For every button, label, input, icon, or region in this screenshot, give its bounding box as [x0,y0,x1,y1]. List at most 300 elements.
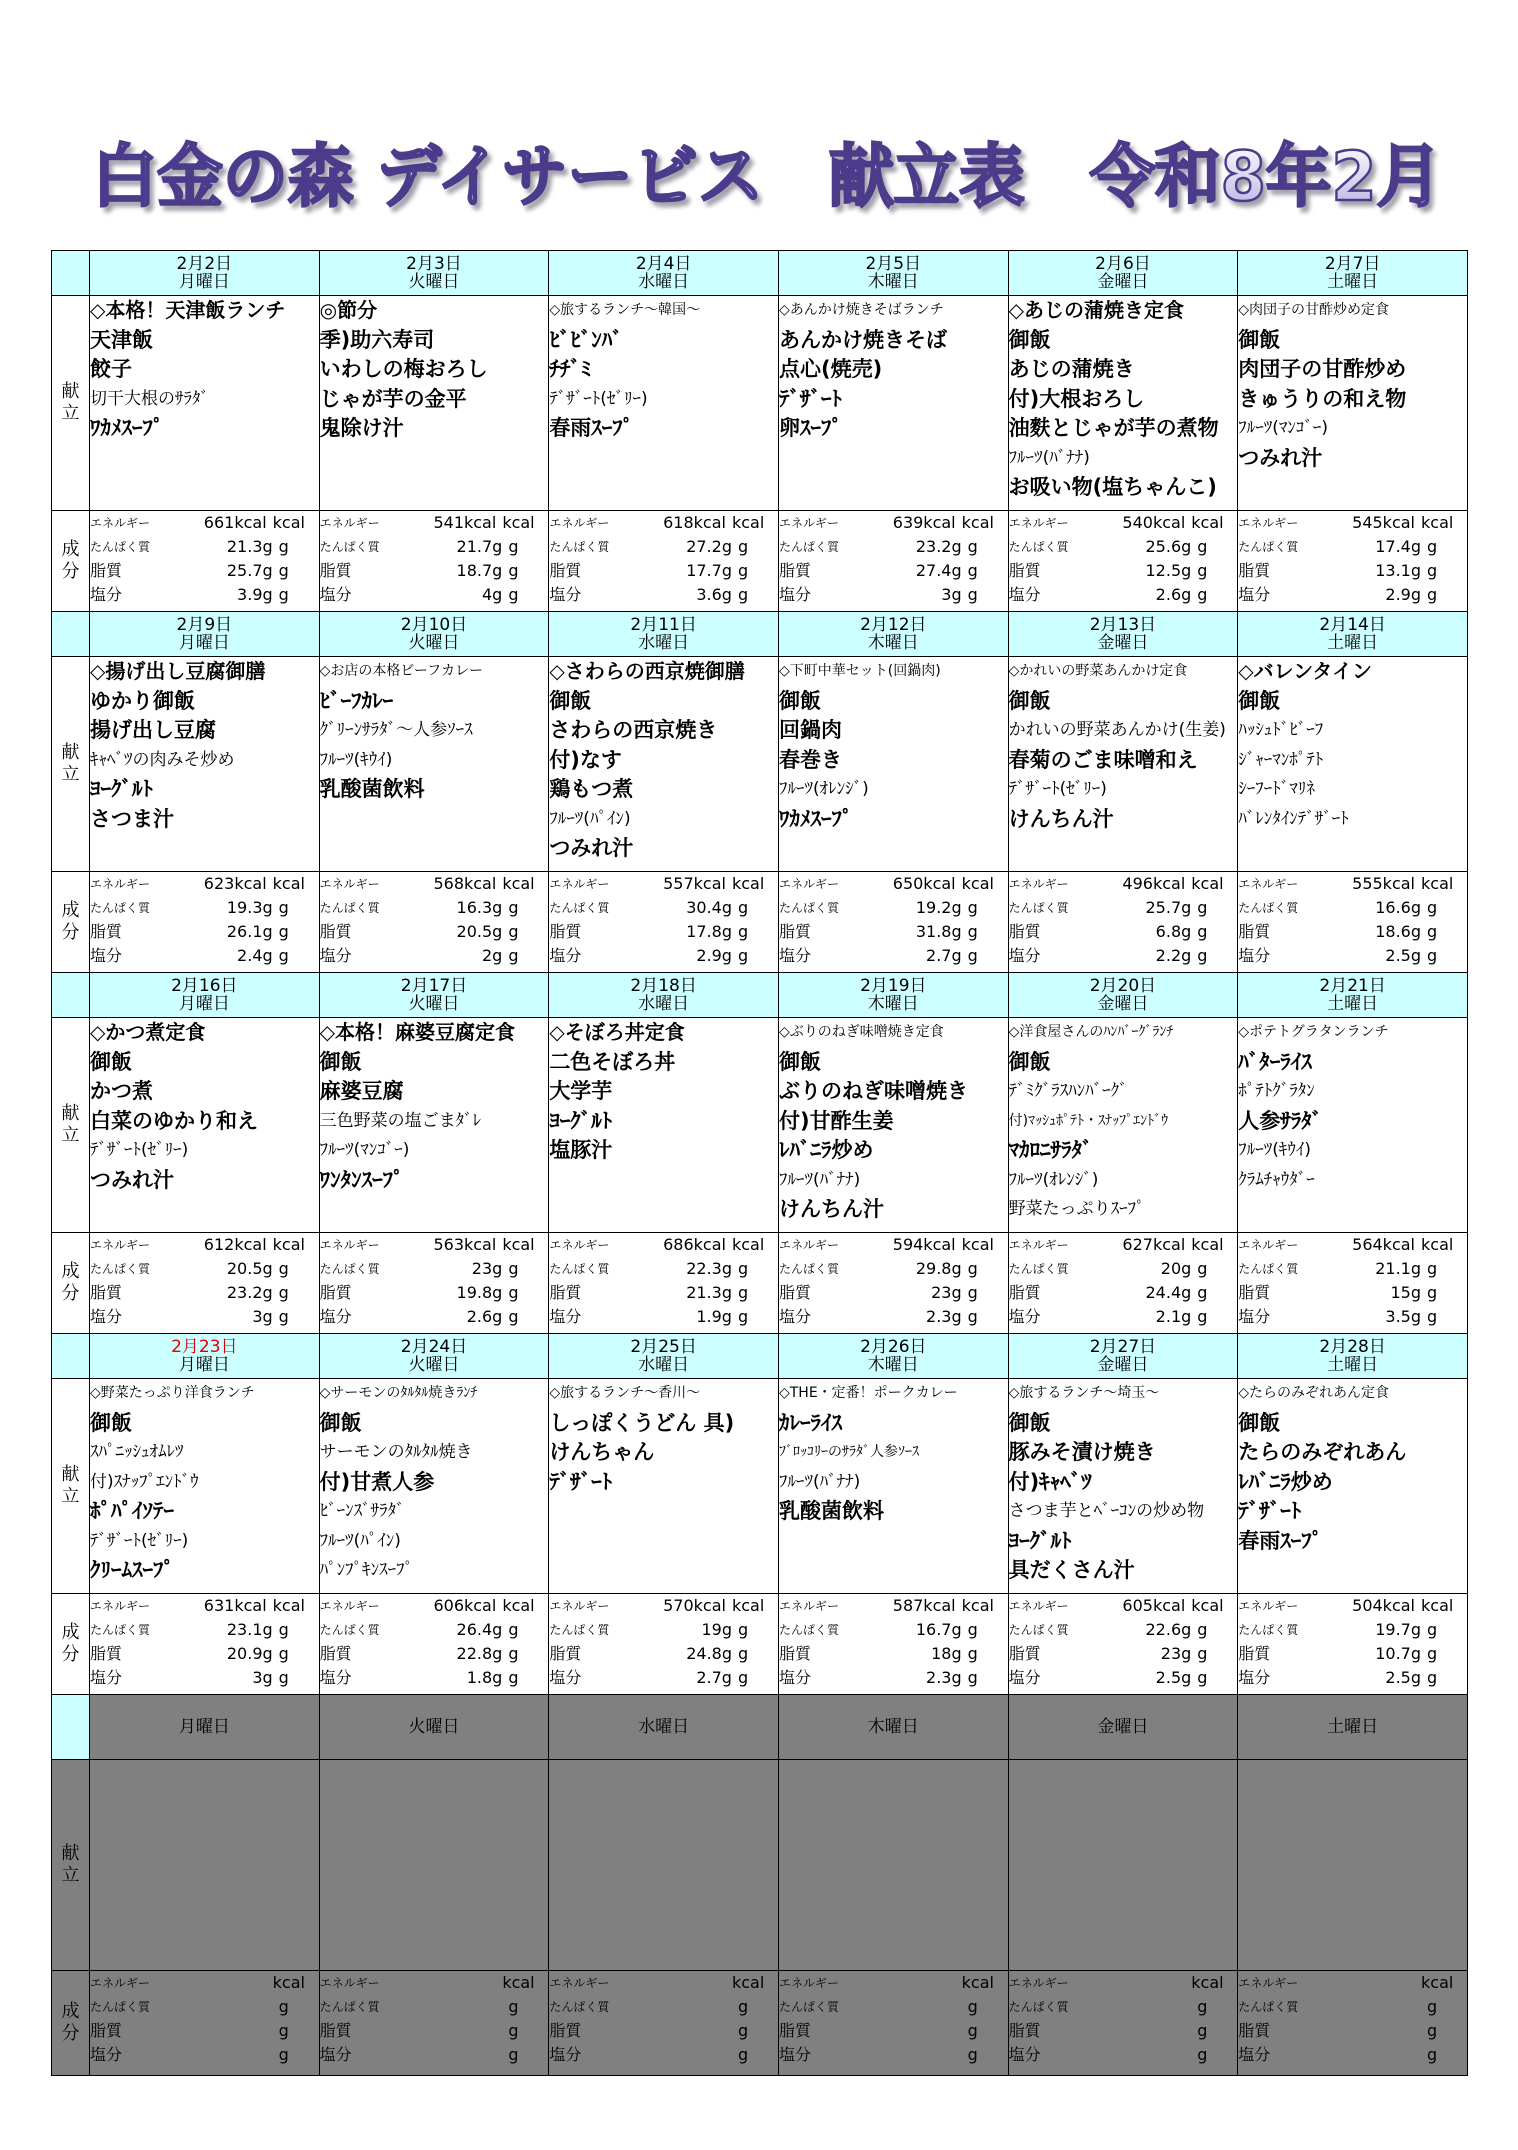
nutrition-salt [779,583,1008,607]
menu-item: 揚げ出し豆腐 [90,718,216,742]
menu-item: ﾎﾟﾊﾟｲｿﾃｰ [90,1499,174,1523]
nutrition-value [839,1971,962,1995]
nutrition-label: 脂質 [778,1283,811,1302]
day-date: 2月7日 [1324,254,1381,274]
nutrition-unit: g [737,1668,749,1687]
nutrition-value: 13.1g [1375,561,1421,580]
nutrition-unit: g [1427,1283,1438,1302]
nutrition-energy [320,872,549,896]
nutrition-fat [1009,559,1238,583]
menu-item: ﾃﾞﾐｸﾞﾗｽﾊﾝﾊﾞｰｸﾞ [1008,1081,1128,1101]
day-header [319,251,549,296]
nutrition-fat [90,1642,319,1666]
nutrition-value: 20.9g [226,1644,273,1663]
nutrition-unit: g [1427,2045,1438,2064]
menu-item: 御飯 [1008,327,1051,352]
nutrition-fat [320,559,549,583]
day-date: 2月25日 [630,1337,697,1357]
nutrition-unit: kcal [502,1973,535,1992]
nutrition-fat [779,2019,1008,2043]
nutrition-unit: g [278,2045,289,2064]
nutrition-value: 12.5g [1145,561,1192,580]
row-label-char: 立 [61,1865,80,1886]
day-date: 2月5日 [865,254,922,274]
nutrition-label: 脂質 [1238,1283,1271,1302]
nutrition-fat [90,920,319,944]
nutrition-protein [1009,1618,1238,1642]
day-header [1008,612,1238,657]
nutrition-value: 20.5g [226,1259,273,1278]
day-date: 2月23日 [171,1337,238,1357]
day-header [549,973,779,1018]
nutrition-cell [90,1971,320,2076]
nutrition-protein [90,896,319,920]
nutrition-label: エネルギー [319,877,380,891]
nutrition-value: 23.2g [915,537,962,556]
nutrition-label: 塩分 [778,1307,811,1326]
menu-item: 付)大根おろし [1008,386,1145,411]
nutrition-value [609,1995,738,2019]
nutrition-cell [549,1971,779,2076]
nutrition-label: たんぱく質 [90,901,151,915]
menu-item: つみれ汁 [90,1167,174,1192]
day-date: 2月17日 [400,976,468,996]
nutrition-label: 脂質 [319,2021,352,2040]
nutrition-fat [1009,1642,1238,1666]
row-label-char: 献 [61,742,80,763]
nutrition-protein [320,1257,549,1281]
row-label-char: 分 [61,1283,80,1304]
nutrition-value [1069,1971,1192,1995]
nutrition-fat [320,2019,549,2043]
nutrition-value: 16.6g [1375,898,1421,917]
nutrition-unit: g [737,1259,749,1278]
nutrition-label: たんぱく質 [549,901,610,915]
day-of-week: 木曜日 [867,272,919,292]
row-label-char: 立 [61,403,80,424]
nutrition-cell [778,1594,1008,1695]
day-of-week: 水曜日 [638,272,690,292]
menu-cell [90,1760,320,1971]
nutrition-salt [1009,583,1238,607]
nutrition-energy [90,1594,319,1618]
nutrition-label: 脂質 [319,922,352,941]
nutrition-unit: kcal [731,874,765,893]
menu-item: さつま芋とﾍﾞｰｺﾝの炒め物 [1008,1501,1205,1521]
day-of-week: 水曜日 [638,1717,690,1737]
menu-item: 御飯 [778,1049,821,1074]
nutrition-unit: kcal [272,1973,305,1992]
menu-cell [319,657,549,872]
nutrition-unit: g [1427,1644,1438,1663]
nutrition-protein [1238,535,1467,559]
menu-cell [319,1018,549,1233]
nutrition-unit: g [508,946,519,965]
nutrition-value: 17.4g [1375,537,1421,556]
nutrition-cell [549,1233,779,1334]
day-date: 2月28日 [1319,1337,1386,1357]
day-of-week: 月曜日 [178,272,230,292]
menu-item: けんちゃん [549,1440,655,1464]
menu-cell [549,1379,779,1594]
nutrition-salt [1238,1305,1467,1329]
menu-title: ◇さわらの西京焼御膳 [549,659,745,683]
nutrition-protein [1238,1618,1467,1642]
day-date: 2月6日 [1095,254,1151,274]
nutrition-fat [779,559,1008,583]
nutrition-value: 27.4g [915,561,962,580]
nutrition-salt [779,944,1008,968]
nutrition-label: 脂質 [1008,922,1041,941]
nutrition-label: 塩分 [1008,2045,1041,2064]
nutrition-unit: g [278,1644,289,1663]
nutrition-label: 脂質 [549,2021,582,2040]
nutrition-value [1270,2019,1427,2043]
day-of-week: 火曜日 [408,1355,460,1375]
menu-item: ﾜｶﾒｽｰﾌﾟ [90,416,164,440]
nutrition-fat [549,920,778,944]
week-header-row [52,612,1468,657]
nutrition-value: 18.7g [456,561,503,580]
nutrition-protein [1238,1995,1467,2019]
nutrition-cell [1008,1971,1238,2076]
nutrition-salt [1009,1666,1238,1690]
nutrition-label: たんぱく質 [549,2000,610,2014]
menu-item: かつ煮 [90,1079,153,1103]
nutrition-value [609,1971,732,1995]
day-date: 2月3日 [406,254,462,274]
nutrition-unit: g [508,1997,519,2016]
nutrition-protein [779,1257,1008,1281]
menu-item: 御飯 [319,1049,362,1074]
nutrition-label: 脂質 [1238,2021,1271,2040]
day-date: 2月24日 [400,1337,468,1357]
menu-item: 豚みそ漬け焼き [1008,1440,1156,1464]
menu-item: きゅうりの和え物 [1238,386,1407,411]
nutrition-unit: g [278,2021,289,2040]
nutrition-label: エネルギー [549,1238,610,1252]
menu-item: 御飯 [1238,688,1281,713]
nutrition-salt [320,2043,549,2067]
nutrition-value [581,2043,738,2067]
menu-title: ◇本格！天津飯ランチ [90,298,286,322]
day-date: 2月16日 [171,976,238,996]
nutrition-unit: g [1427,1620,1438,1639]
nutrition-salt [549,1666,778,1690]
nutrition-label: たんぱく質 [549,1262,610,1276]
nutrition-fat [779,1642,1008,1666]
nutrition-value: 541kcal [433,513,497,532]
nutrition-label: たんぱく質 [1238,540,1299,554]
nutrition-label: エネルギー [1238,1976,1299,1990]
nutrition-label: エネルギー [1008,516,1069,530]
nutrition-label: エネルギー [90,1238,151,1252]
nutrition-unit: g [1197,1259,1208,1278]
nutrition-cell [90,1594,320,1695]
day-date: 2月21日 [1319,976,1386,996]
nutrition-value: 545kcal [1352,513,1415,532]
nutrition-unit: g [508,537,519,556]
menu-item: ﾊﾟﾝﾌﾟｷﾝｽｰﾌﾟ [319,1560,414,1580]
nutrition-label: エネルギー [778,1599,839,1613]
nutrition-salt [549,1305,778,1329]
row-label-char: 分 [61,2023,80,2044]
menu-cell [90,657,320,872]
menu-cell [1008,1760,1238,1971]
menu-item: 御飯 [549,688,592,713]
menu-item: ｸﾘｰﾑｽｰﾌﾟ [90,1558,174,1582]
nutrition-unit: kcal [731,1235,765,1254]
nutrition-value: 570kcal [663,1596,726,1615]
nutrition-cell [1238,1233,1468,1334]
nutrition-unit: kcal [272,874,305,893]
nutrition-unit: g [1427,922,1438,941]
nutrition-value: 540kcal [1122,513,1186,532]
blank-week-header-row [52,1695,1468,1760]
menu-title: ◇下町中華セット(回鍋肉) [778,663,941,679]
menu-item: 御飯 [778,688,821,713]
nutrition-label: エネルギー [778,877,839,891]
menu-row [52,296,1468,511]
nutrition-unit: kcal [731,513,765,532]
nutrition-value: 2.2g [1155,946,1192,965]
nutrition-row [52,1594,1468,1695]
day-of-week: 金曜日 [1097,1717,1149,1737]
menu-item: ﾃﾞｻﾞｰﾄ(ｾﾞﾘｰ) [90,1140,189,1160]
nutrition-value: 1.9g [696,1307,732,1326]
nutrition-row-label [52,1594,90,1695]
nutrition-value: 4g [481,585,503,604]
nutrition-salt [320,944,549,968]
menu-item: ﾚﾊﾞﾆﾗ炒め [778,1138,874,1162]
week-header-row [52,251,1468,296]
nutrition-cell [319,1971,549,2076]
nutrition-label: たんぱく質 [1008,1262,1069,1276]
nutrition-protein [1238,1257,1467,1281]
nutrition-label: 塩分 [319,585,352,604]
nutrition-salt [779,1666,1008,1690]
menu-item: 乳酸菌飲料 [319,777,425,801]
nutrition-fat [1009,1281,1238,1305]
menu-item: 鶏もつ煮 [549,777,634,801]
day-header [1008,251,1238,296]
day-of-week: 土曜日 [1327,994,1379,1014]
nutrition-label: エネルギー [1238,1599,1299,1613]
nutrition-label: たんぱく質 [1238,1623,1299,1637]
nutrition-unit: g [1197,585,1208,604]
nutrition-unit: g [967,585,978,604]
nutrition-protein [549,1995,778,2019]
nutrition-salt [779,2043,1008,2067]
menu-row-label [52,1018,90,1233]
nutrition-unit: kcal [1191,1235,1224,1254]
nutrition-label: たんぱく質 [1008,540,1069,554]
nutrition-label: エネルギー [778,1238,839,1252]
nutrition-label: 塩分 [1238,1307,1271,1326]
nutrition-energy [779,872,1008,896]
nutrition-unit: kcal [272,1235,305,1254]
nutrition-value: 6.8g [1155,922,1192,941]
nutrition-label: 塩分 [1008,585,1041,604]
nutrition-value: 2.5g [1155,1668,1192,1687]
nutrition-unit: kcal [502,513,535,532]
row-label-char: 成 [61,539,80,560]
nutrition-fat [549,559,778,583]
nutrition-value: 18.6g [1375,922,1421,941]
nutrition-value [811,2043,968,2067]
nutrition-value: 2.6g [1155,585,1192,604]
nutrition-fat [1238,920,1467,944]
nutrition-value: 18g [931,1644,962,1663]
nutrition-protein [320,1995,549,2019]
nutrition-salt [90,944,319,968]
day-header [1238,1695,1468,1760]
nutrition-cell [1238,872,1468,973]
menu-item: ﾎﾟﾃﾄｸﾞﾗﾀﾝ [1238,1081,1315,1101]
menu-item: 春雨ｽｰﾌﾟ [549,416,634,440]
menu-item: ﾃﾞｻﾞｰﾄ [778,386,842,411]
nutrition-cell [778,1971,1008,2076]
menu-item: ｽﾊﾟﾆｯｼｭｵﾑﾚﾂ [90,1442,184,1462]
day-header [1238,973,1468,1018]
day-of-week: 金曜日 [1097,633,1149,653]
nutrition-cell [778,872,1008,973]
nutrition-unit: kcal [731,1973,765,1992]
menu-cell [549,1018,779,1233]
nutrition-value: 31.8g [915,922,962,941]
menu-cell [90,1379,320,1594]
nutrition-protein [549,1257,778,1281]
nutrition-salt [1238,583,1467,607]
nutrition-row-label [52,1971,90,2076]
nutrition-label: エネルギー [778,516,839,530]
menu-title: ◇かれいの野菜あんかけ定食 [1008,663,1188,679]
nutrition-unit: g [508,1644,519,1663]
nutrition-value: 612kcal [203,1235,267,1254]
day-header [778,973,1008,1018]
nutrition-unit: kcal [1421,1596,1454,1615]
menu-cell [1238,1018,1468,1233]
day-date: 2月27日 [1089,1337,1157,1357]
nutrition-label: エネルギー [1238,1238,1299,1252]
page-title [0,118,1518,228]
nutrition-label: エネルギー [319,1238,380,1252]
nutrition-value: 19.7g [1375,1620,1421,1639]
nutrition-energy [1238,1233,1467,1257]
nutrition-energy [779,1594,1008,1618]
nutrition-unit: g [508,1668,519,1687]
nutrition-label: 塩分 [1008,1668,1041,1687]
nutrition-label: 脂質 [1238,922,1271,941]
nutrition-value: 2.7g [926,946,962,965]
menu-item: 春巻き [778,747,842,772]
menu-title: ◇野菜たっぷり洋食ランチ [90,1385,255,1401]
nutrition-unit: g [967,922,978,941]
day-header [778,251,1008,296]
menu-item: 点心(焼売) [778,357,883,381]
menu-item: 付)ｷｬﾍﾞﾂ [1008,1469,1092,1494]
nutrition-label: 塩分 [1008,946,1041,965]
nutrition-value [352,2043,509,2067]
nutrition-value: 19.8g [456,1283,503,1302]
nutrition-value: 605kcal [1122,1596,1186,1615]
nutrition-unit: g [508,1620,519,1639]
day-date: 2月4日 [635,254,692,274]
nutrition-unit: g [737,2045,749,2064]
menu-item: ﾊｯｼｭﾄﾞﾋﾞｰﾌ [1238,720,1324,740]
nutrition-salt [90,1666,319,1690]
nutrition-label: たんぱく質 [319,540,380,554]
nutrition-fat [320,1281,549,1305]
nutrition-value: 15g [1390,1283,1421,1302]
day-header [90,612,320,657]
nutrition-cell [319,872,549,973]
menu-item: しっぽくうどん 具) [549,1410,735,1435]
nutrition-value: 23g [1160,1644,1192,1663]
menu-item: ﾌﾙｰﾂ(ｷｳｲ) [319,749,393,770]
menu-item: ﾌﾙｰﾂ(ﾊﾟｲﾝ) [319,1530,401,1551]
nutrition-unit: kcal [1191,513,1224,532]
nutrition-unit: g [737,1997,749,2016]
nutrition-unit: g [967,946,978,965]
day-of-week: 水曜日 [638,633,690,653]
nutrition-value: 568kcal [433,874,497,893]
day-of-week: 土曜日 [1327,1717,1379,1737]
nutrition-cell [1238,1594,1468,1695]
nutrition-fat [1238,2019,1467,2043]
nutrition-energy [1238,1971,1467,1995]
corner-cell [52,1695,90,1760]
menu-item: ｸﾗﾑﾁｬｳﾀﾞｰ [1238,1169,1315,1190]
menu-item: けんちん汁 [778,1197,884,1221]
nutrition-value [1298,1971,1421,1995]
menu-item: ﾌﾞﾛｯｺﾘｰのｻﾗﾀﾞ人参ｿｰｽ [778,1444,919,1460]
row-label-char: 分 [61,1644,80,1665]
nutrition-unit: g [737,2021,749,2040]
nutrition-value: 686kcal [663,1235,726,1254]
nutrition-value: 594kcal [892,1235,956,1254]
day-of-week: 木曜日 [867,633,919,653]
nutrition-unit: kcal [1191,1973,1224,1992]
nutrition-label: 塩分 [1238,946,1271,965]
nutrition-unit: g [737,946,749,965]
nutrition-value: 25.6g [1145,537,1192,556]
menu-item: 御飯 [90,1410,132,1435]
nutrition-value: 2.5g [1385,1668,1421,1687]
week-header-row [52,973,1468,1018]
nutrition-label: 脂質 [778,561,811,580]
nutrition-label: エネルギー [778,1976,839,1990]
nutrition-label: エネルギー [549,516,610,530]
nutrition-unit: kcal [1421,874,1454,893]
menu-cell [1008,657,1238,872]
nutrition-fat [90,2019,319,2043]
nutrition-label: 塩分 [1238,1668,1271,1687]
nutrition-label: 脂質 [549,1644,582,1663]
nutrition-salt [1238,944,1467,968]
menu-item: ﾌﾙｰﾂ(ｵﾚﾝｼﾞ) [778,779,869,799]
menu-cell [549,296,779,511]
nutrition-fat [1238,1281,1467,1305]
nutrition-fat [90,559,319,583]
nutrition-unit: kcal [961,1973,994,1992]
menu-cell [1238,657,1468,872]
menu-item: かれいの野菜あんかけ(生姜) [1008,720,1226,740]
page-title-text: 白金の森 デイサービス 献立表 令和8年2月 [92,138,1442,217]
nutrition-value: 2.7g [696,1668,732,1687]
day-of-week: 木曜日 [867,1355,919,1375]
nutrition-unit: g [278,922,289,941]
